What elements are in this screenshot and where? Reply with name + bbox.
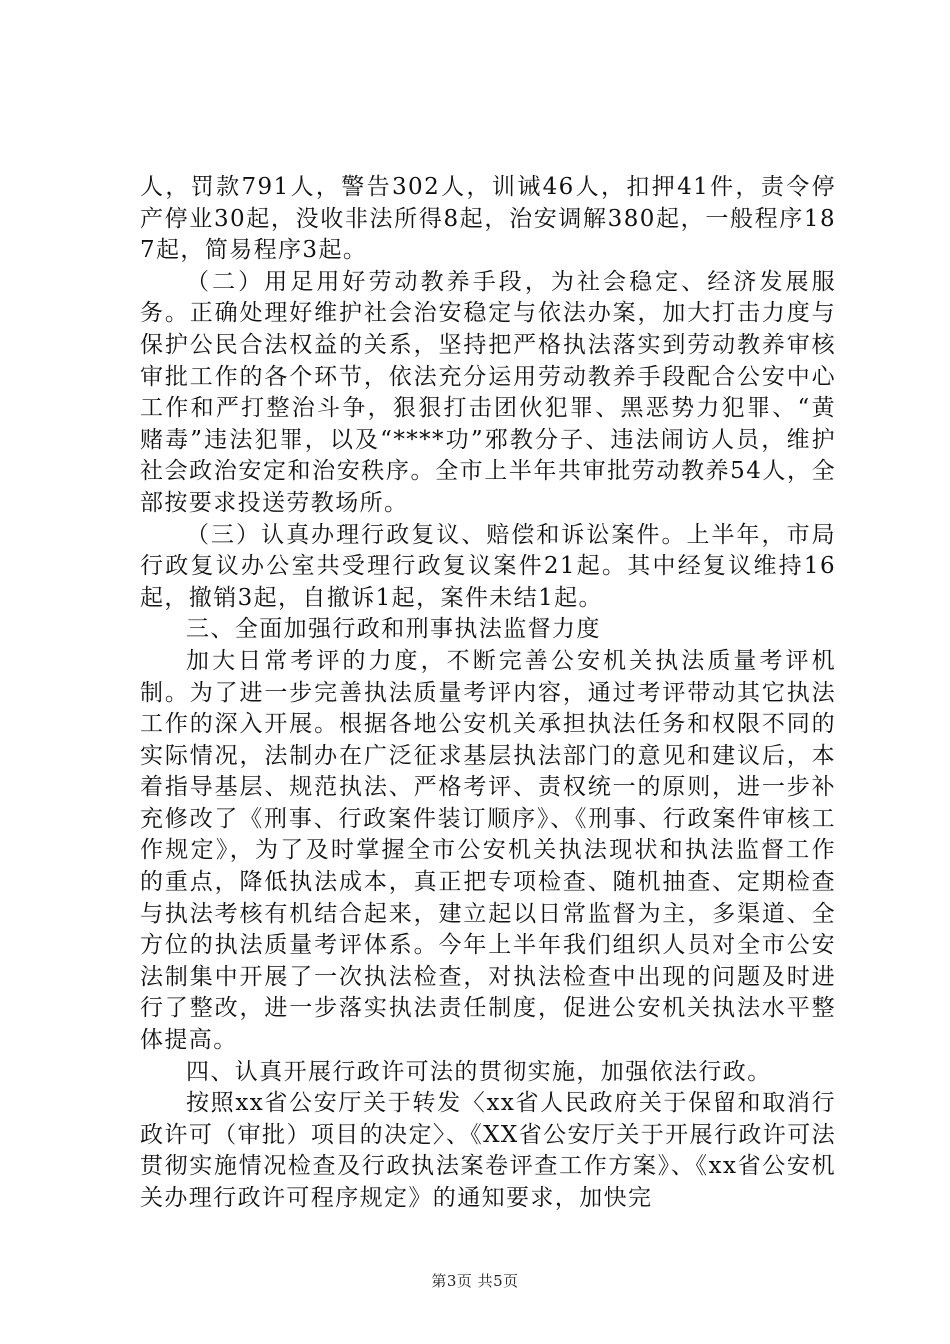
document-body [140,172,836,1215]
section-heading-3: 三、全面加强行政和刑事执法监督力度 [186,616,601,643]
paragraph-4: 加大日常考评的力度，不断完善公安机关执法质量考评机制。为了进一步完善执法质量考评内容，通过考评带动其它执法工作的深入开展。根据各地公安机关承担执法任务和权限不同的实际情况，法制办在广泛征求基层执法部门的意见和建议后，本着指导基层、规范执法、严格考评、责权统一的原则，进一步补充修改了《刑事、行政案件装订顺序》、《刑事、行政案件审核工作规定》，为了及时掌握全市公安机关执法现状和执法监督工作的重点，降低执法成本，真正把专项检查、随机抽查、定期检查与执法考核有机结合起来，建立起以日常监督为主，多渠道、全方位的执法质量考评体系。今年上半年我们组织人员对全市公安法制集中开展了一次执法检查，对执法检查中出现的问题及时进行了整改，进一步落实执法责任制度，促进公安机关执法水平整体提高。 [140,647,836,1054]
page-footer: 第3页 共5页 [431,1272,519,1290]
paragraph-5: 按照xx省公安厅关于转发〈xx省人民政府关于保留和取消行政许可（审批）项目的决定〉、《XX省公安厅关于开展行政许可法贯彻实施情况检查及行政执法案卷评查工作方案》、《xx省公安机关办理行政许可程序规定》的通知要求，加快完 [140,1090,836,1211]
section-heading-4: 四、认真开展行政许可法的贯彻实施，加强依法行政。 [186,1058,772,1085]
paragraph-2: （二）用足用好劳动教养手段，为社会稳定、经济发展服务。正确处理好维护社会治安稳定与依法办案，加大打击力度与保护公民合法权益的关系，坚持把严格执法落实到劳动教养审核审批工作的各个环节，依法充分运用劳动教养手段配合公安中心工作和严打整治斗争，狠狠打击团伙犯罪、黑恶势力犯罪、“黄赌毒”违法犯罪，以及“****功”邪教分子、违法闹访人员，维护社会政治安定和治安秩序。全市上半年共审批劳动教养54人，全部按要求投送劳教场所。 [140,268,836,516]
paragraph-3: （三）认真办理行政复议、赔偿和诉讼案件。上半年，市局行政复议办公室共受理行政复议案件21起。其中经复议维持16起，撤销3起，自撤诉1起，案件未结1起。 [140,521,836,611]
paragraph-1: 人，罚款791人，警告302人，训诫46人，扣押41件，责令停产停业30起，没收非法所得8起，治安调解380起，一般程序187起，简易程序3起。 [140,174,836,264]
